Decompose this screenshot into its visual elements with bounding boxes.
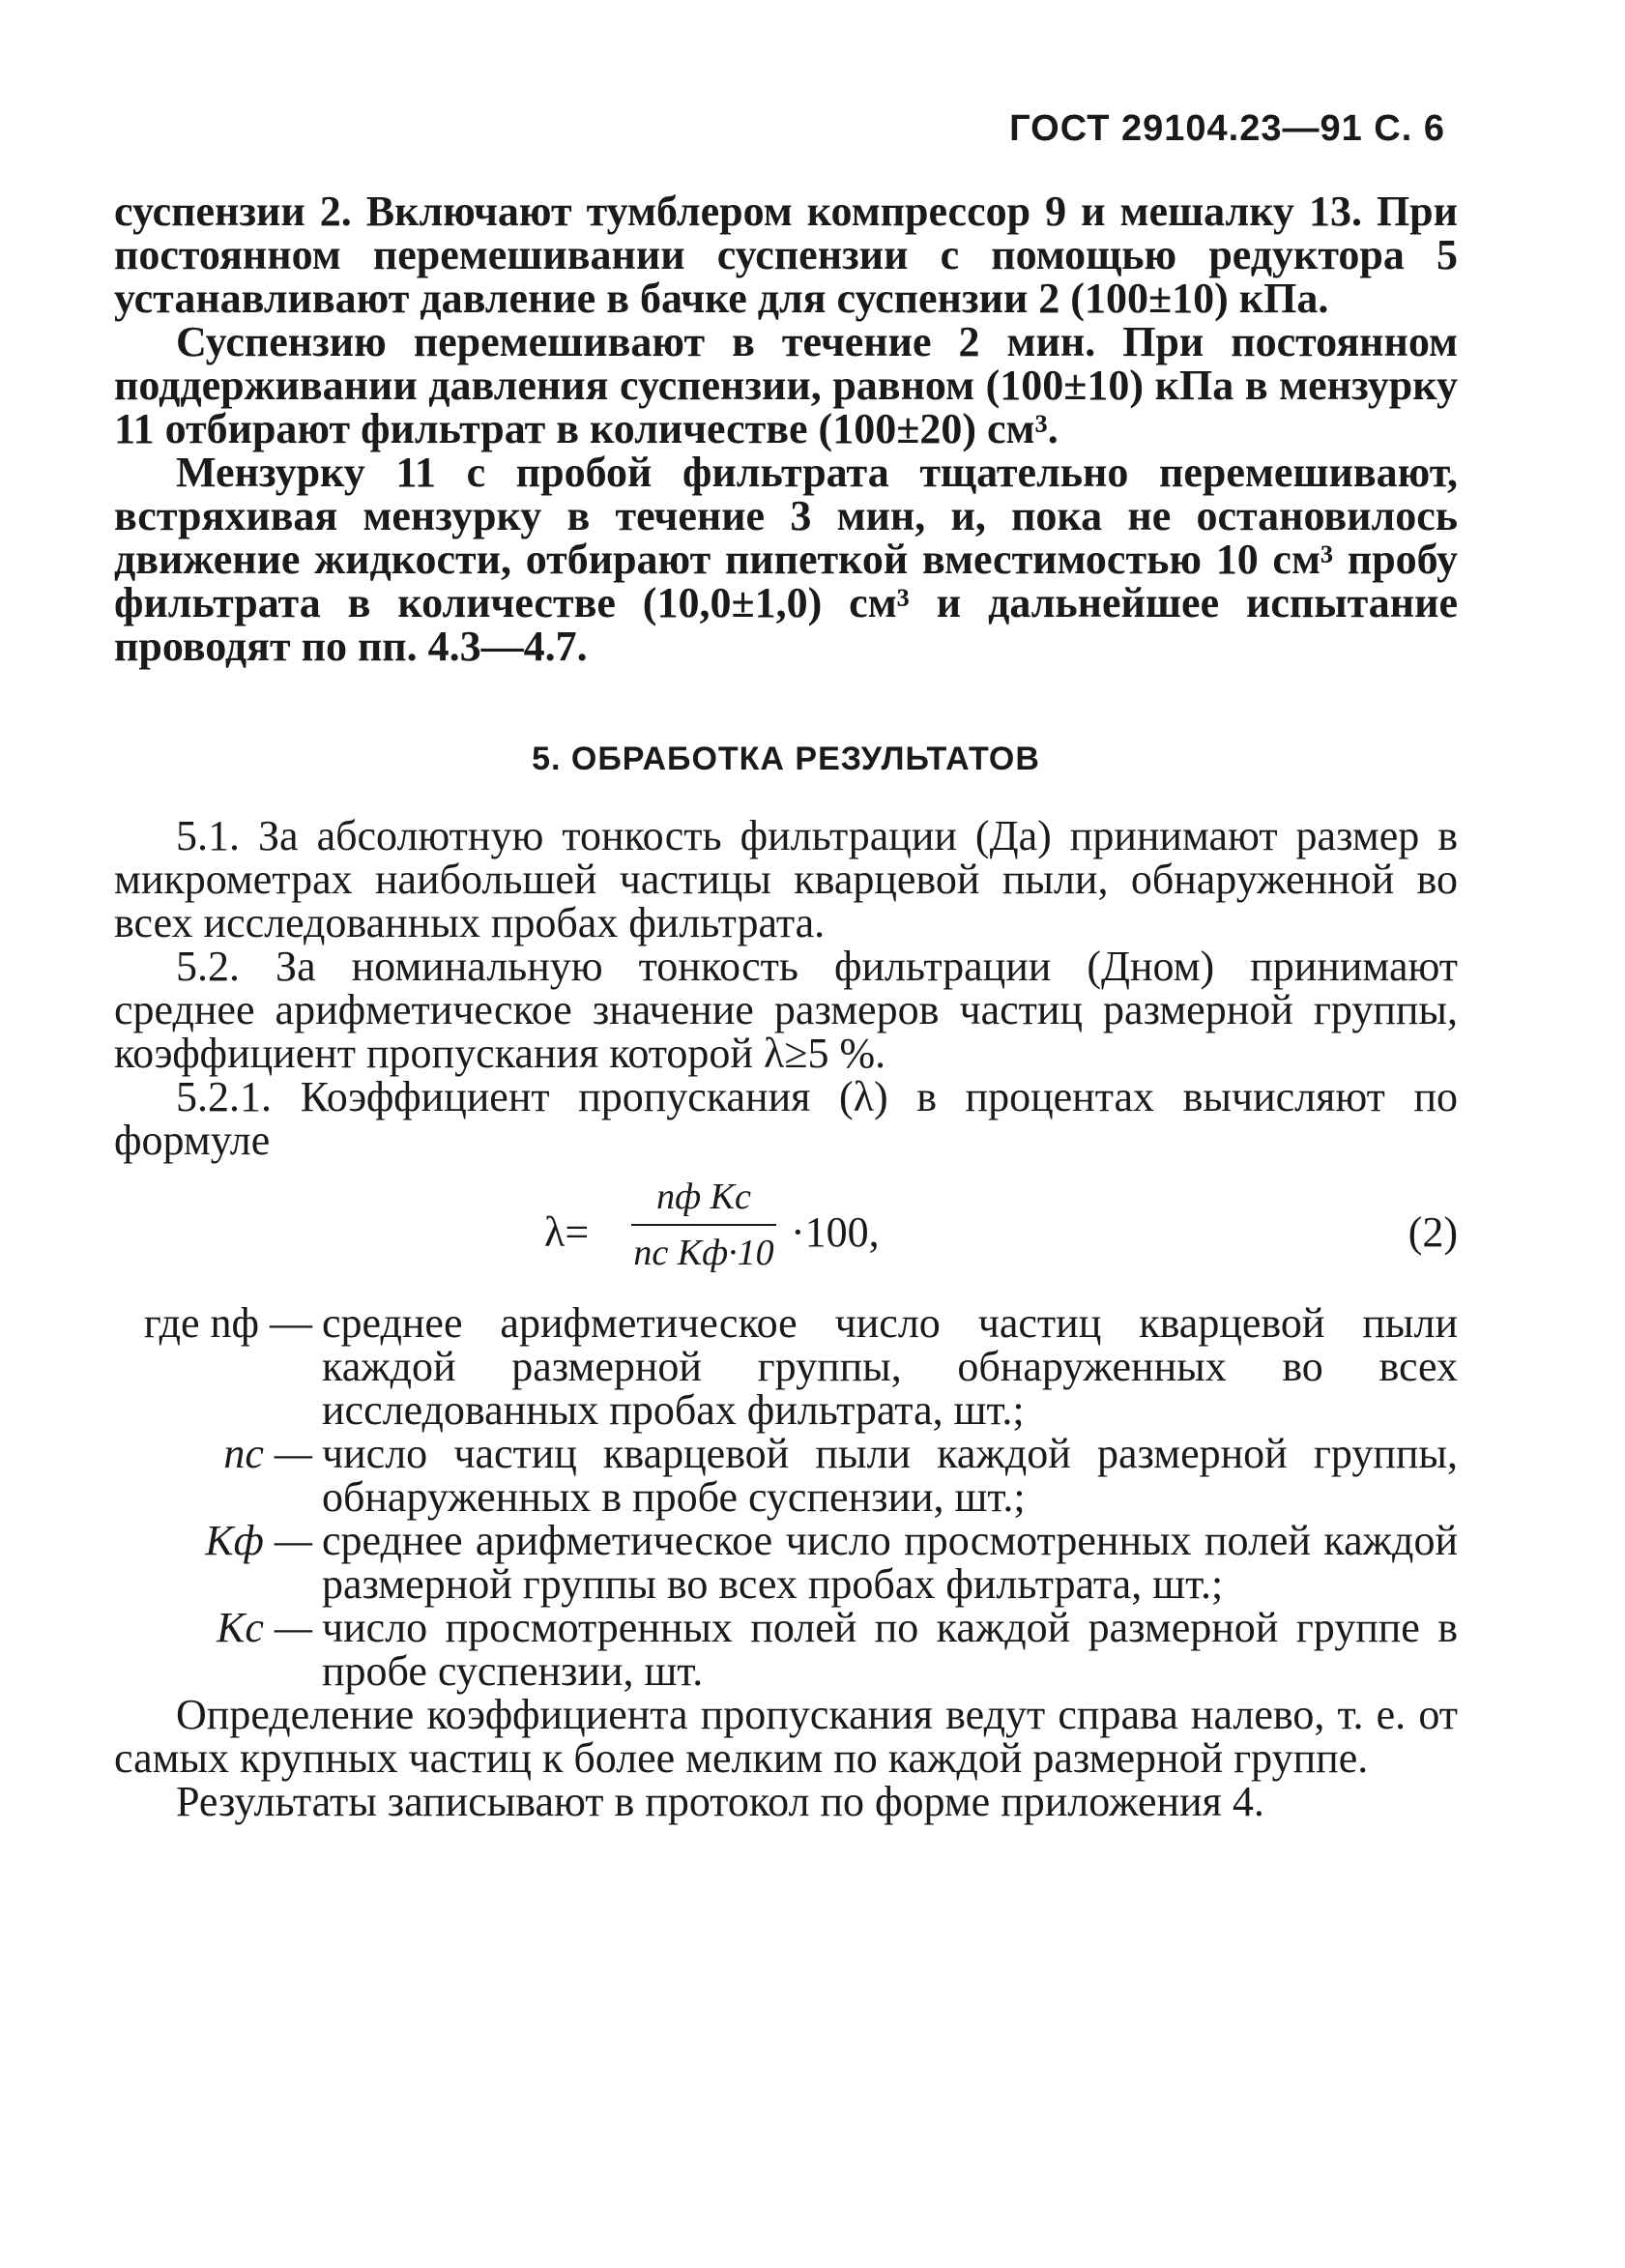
formula-number: (2) xyxy=(1407,1208,1458,1256)
formula-lhs: λ= xyxy=(544,1208,590,1256)
definition-term: Kс — xyxy=(217,1604,312,1651)
definitions-list xyxy=(114,1301,1458,1693)
page-header: ГОСТ 29104.23—91 С. 6 xyxy=(1009,108,1445,149)
definition-item xyxy=(114,1606,1458,1693)
definition-term: где nф — xyxy=(143,1299,312,1347)
formula-2 xyxy=(114,1172,1458,1295)
formula-numerator: nф Kс xyxy=(656,1177,751,1217)
definition-text: число частиц кварцевой пыли каждой размерной группы, обнаруженных в пробе суспензии, шт.; xyxy=(322,1430,1458,1521)
formula-fraction xyxy=(631,1172,776,1278)
definition-text: среднее арифметическое число частиц кварцевой пыли каждой размерной группы, обнаруженных во всех исследованных пробах фильтрата, шт.; xyxy=(322,1299,1458,1434)
definition-item xyxy=(114,1432,1458,1519)
paragraph-1: суспензии 2. Включают тумблером компрессор 9 и мешалку 13. При постоянном перемешивании суспензии с помощью редуктора 5 устанавливают давление в бачке для суспензии 2 (100±10) кПа. xyxy=(114,188,1458,322)
section-title: 5. ОБРАБОТКА РЕЗУЛЬТАТОВ xyxy=(532,741,1040,777)
item-5-1: 5.1. За абсолютную тонкость фильтрации (Да) принимают размер в микрометрах наибольшей частицы кварцевой пыли, обнаруженной во всех исследованных пробах фильтрата. xyxy=(114,812,1458,946)
closing-paragraph-2: Результаты записывают в протокол по форме приложения 4. xyxy=(176,1778,1264,1825)
paragraph-2: Суспензию перемешивают в течение 2 мин. При постоянном поддерживании давления суспензии, равном (100±10) кПа в мензурку 11 отбирают фильтрат в количестве (100±20) см³. xyxy=(114,318,1458,452)
formula-rhs: ·100, xyxy=(791,1208,880,1256)
definition-item xyxy=(114,1301,1458,1432)
definition-text: среднее арифметическое число просмотренных полей каждой размерной группы во всех пробах фильтрата, шт.; xyxy=(322,1517,1458,1608)
item-5-2-1: 5.2.1. Коэффициент пропускания (λ) в процентах вычисляют по формуле xyxy=(114,1073,1458,1164)
definition-text: число просмотренных полей по каждой размерной группе в пробе суспензии, шт. xyxy=(322,1604,1458,1695)
definition-item xyxy=(114,1519,1458,1606)
definition-term: Kф — xyxy=(205,1517,312,1564)
fraction-bar xyxy=(631,1224,776,1226)
formula-denominator: nс Kф·10 xyxy=(633,1233,774,1273)
item-5-2: 5.2. За номинальную тонкость фильтрации (Дном) принимают среднее арифметическое значение размеров частиц размерной группы, коэффициент пропускания которой λ≥5 %. xyxy=(114,943,1458,1077)
closing-paragraph-1: Определение коэффициента пропускания ведут справа налево, т. е. от самых крупных частиц к более мелким по каждой размерной группе. xyxy=(114,1691,1458,1782)
paragraph-3: Мензурку 11 с пробой фильтрата тщательно перемешивают, встряхивая мензурку в течение 3 мин, и, пока не остановилось движение жидкости, отбирают пипеткой вместимостью 10 см³ пробу фильтрата в количестве (10,0±1,0) см³ и дальнейшее испытание проводят по пп. 4.3—4.7. xyxy=(114,449,1458,670)
definition-term: nс — xyxy=(223,1430,312,1477)
document-body xyxy=(114,189,1458,1823)
